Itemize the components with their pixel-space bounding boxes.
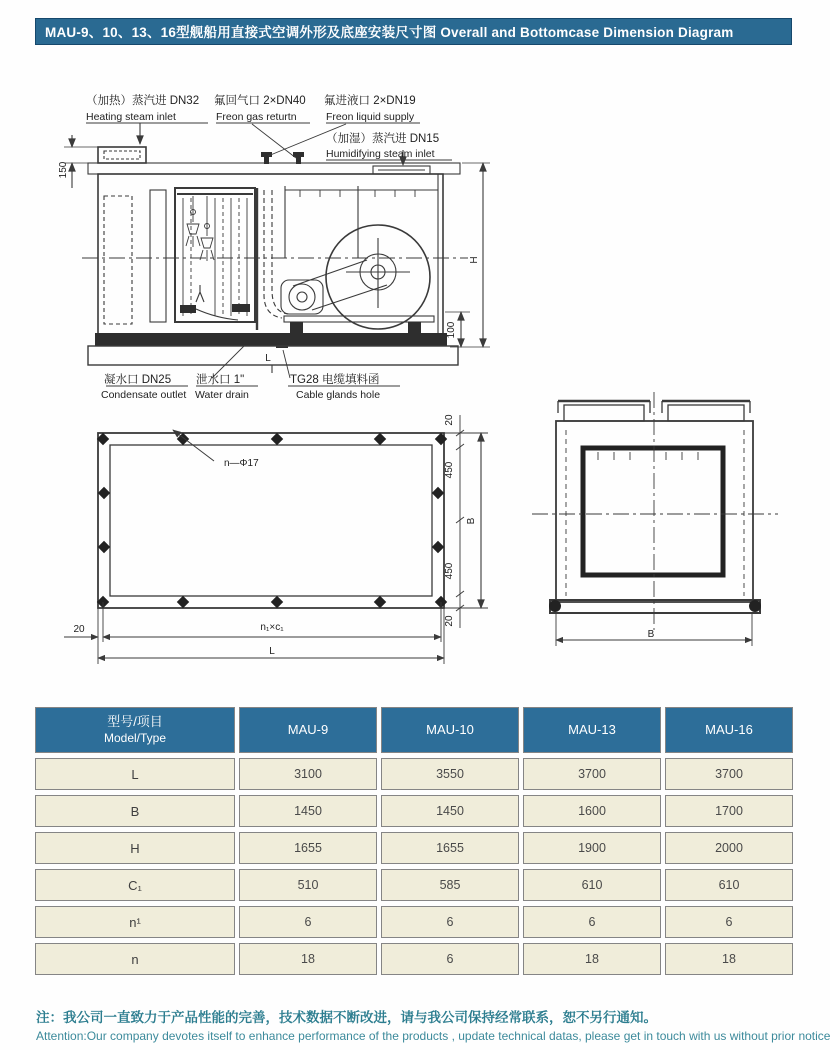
pipe-fittings — [261, 152, 304, 164]
header-model-cn: 型号/项目 — [107, 713, 163, 729]
callout-drain-en: Water drain — [195, 389, 249, 401]
row-label-n1: n¹ — [35, 906, 235, 938]
callout-drain-cn: 泄水口 1" — [196, 374, 245, 386]
table-cell: 1655 — [239, 832, 377, 864]
row-label-L: L — [35, 758, 235, 790]
callout-freon-liquid-en: Freon liquid supply — [326, 111, 415, 123]
callout-condensate-cn: 凝水口 DN25 — [104, 374, 172, 386]
table-cell: 610 — [665, 869, 793, 901]
spec-table — [35, 707, 793, 975]
callout-humidify-en: Humidifying steam inlet — [326, 148, 435, 160]
callout-freon-liquid-cn: 氟进液口 2×DN19 — [324, 95, 416, 107]
table-cell: 585 — [381, 869, 519, 901]
header-cell-mau13: MAU-13 — [523, 707, 661, 753]
table-cell: 6 — [239, 906, 377, 938]
table-cell: 3100 — [239, 758, 377, 790]
dim-pitch-bottom: 450 — [444, 562, 455, 580]
dim-100: 100 — [446, 321, 457, 339]
bolt-holes — [97, 433, 446, 607]
hole-count-label: n—Φ17 — [224, 458, 259, 469]
row-label-n: n — [35, 943, 235, 975]
fan-assembly — [281, 225, 430, 329]
callout-cable-cn: TG28 电缆填料函 — [290, 374, 380, 386]
table-cell: 18 — [523, 943, 661, 975]
table-cell: 610 — [523, 869, 661, 901]
table-cell: 3700 — [523, 758, 661, 790]
table-cell: 1655 — [381, 832, 519, 864]
callout-cable-en: Cable glands hole — [296, 389, 381, 401]
dim-edge-left: 20 — [73, 624, 85, 635]
title-bar — [35, 18, 792, 45]
table-cell: 6 — [523, 906, 661, 938]
callout-heating-cn: （加热）蒸汽进 DN32 — [86, 95, 200, 107]
table-cell: 1700 — [665, 795, 793, 827]
dim-150: 150 — [58, 161, 69, 179]
callout-heating-en: Heating steam inlet — [86, 111, 176, 123]
footnote — [36, 1006, 828, 1043]
dim-B-end-view: B — [647, 629, 655, 640]
table-cell: 510 — [239, 869, 377, 901]
callout-freon-gas-en: Freon gas returtn — [216, 111, 297, 123]
dim-pitch-top: 450 — [444, 461, 455, 479]
dimension-diagram-svg — [30, 85, 810, 685]
header-cell-model — [35, 707, 235, 753]
dim-bolt-pitch: n₁×c₁ — [260, 622, 284, 633]
dim-B-plan: B — [466, 517, 477, 525]
dim-L-side: L — [265, 353, 271, 364]
table-cell: 1450 — [239, 795, 377, 827]
end-view-drawing — [532, 392, 778, 646]
header-cell-mau10: MAU-10 — [381, 707, 519, 753]
dim-150-lines — [64, 135, 100, 188]
callout-condensate-en: Condensate outlet — [101, 389, 187, 401]
header-cell-mau16: MAU-16 — [665, 707, 793, 753]
base-plan-bottom-dims — [64, 602, 444, 664]
table-cell: 18 — [239, 943, 377, 975]
drawing-area — [30, 85, 810, 685]
dim-H: H — [469, 256, 480, 264]
dim-edge-top: 20 — [444, 414, 455, 426]
table-cell: 2000 — [665, 832, 793, 864]
table-cell: 6 — [381, 906, 519, 938]
table-cell: 3550 — [381, 758, 519, 790]
callout-freon-gas-cn: 氟回气口 2×DN40 — [214, 95, 306, 107]
spray-nozzles — [186, 196, 214, 261]
header-cell-mau9: MAU-9 — [239, 707, 377, 753]
callout-humidify-cn: （加湿）蒸汽进 DN15 — [326, 133, 440, 145]
table-cell: 18 — [665, 943, 793, 975]
table-cell: 1600 — [523, 795, 661, 827]
side-view-labels — [58, 93, 480, 401]
dim-H-lines — [450, 163, 490, 347]
footnote-en: Attention:Our company devotes itself to enhance performance of the products , update technical datas, please get in touch with us without prior notice — [36, 1029, 830, 1043]
header-model-en: Model/Type — [103, 730, 167, 745]
base-plan-labels — [73, 414, 477, 657]
page-title: MAU-9、10、13、16型舰船用直接式空调外形及底座安装尺寸图 Overall and Bottomcase Dimension Diagram — [45, 25, 734, 40]
table-cell: 6 — [381, 943, 519, 975]
table-cell: 3700 — [665, 758, 793, 790]
row-label-H: H — [35, 832, 235, 864]
table-cell: 1900 — [523, 832, 661, 864]
row-label-B: B — [35, 795, 235, 827]
table-cell: 1450 — [381, 795, 519, 827]
row-label-C1: C₁ — [35, 869, 235, 901]
footnote-cn: 注：我公司一直致力于产品性能的完善，技术数据不断改进，请与我公司保持经常联系，恕不另行通知。 — [36, 1010, 657, 1025]
table-cell: 6 — [665, 906, 793, 938]
side-view-drawing — [64, 123, 490, 386]
dim-L-plan: L — [269, 646, 275, 657]
dim-edge-bottom: 20 — [444, 615, 455, 627]
